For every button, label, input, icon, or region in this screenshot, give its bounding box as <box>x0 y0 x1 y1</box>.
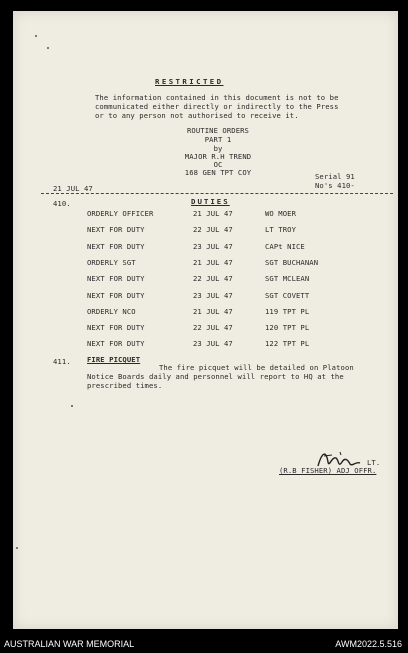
document-date: 21 JUL 47 <box>53 184 93 193</box>
serial-number: Serial 91 <box>315 172 355 181</box>
duty-row-3-duty-cell: NEXT FOR DUTY <box>87 241 145 251</box>
orders-officer: MAJOR R.H TREND <box>184 152 252 161</box>
duty-row-3-date-cell: 23 JUL 47 <box>193 241 233 251</box>
duty-row-8-duty-cell: NEXT FOR DUTY <box>87 323 145 333</box>
duty-row-9-name-cell: 122 TPT PL <box>265 339 310 349</box>
duty-row-9-date-cell: 23 JUL 47 <box>193 339 233 349</box>
duty-row-1-duty-cell: ORDERLY OFFICER <box>87 209 154 218</box>
orders-part: PART 1 <box>204 135 232 144</box>
section-411-title: FIRE PICQUET <box>87 355 141 364</box>
duty-row-6-duty-cell: NEXT FOR DUTY <box>87 290 145 300</box>
duty-row-7-duty-cell: ORDERLY NCO <box>87 306 136 316</box>
duty-row-8-name-cell: 120 TPT PL <box>265 323 310 333</box>
section-411-text-3: prescribed times. <box>87 381 163 390</box>
section-411-number: 411. <box>53 357 71 366</box>
orders-unit: 168 GEN TPT COY <box>184 168 252 177</box>
duty-row-8-date-cell: 22 JUL 47 <box>193 323 233 333</box>
signature-block: (R.B FISHER) ADJ OFFR. <box>279 466 377 475</box>
paper-speck <box>35 35 37 37</box>
duty-row-2-date-cell: 22 JUL 47 <box>193 225 233 235</box>
paper-speck <box>16 547 18 549</box>
duty-row-5-name-cell: SGT MCLEAN <box>265 274 310 284</box>
nos-number: No's 410- <box>315 181 355 190</box>
duty-row-4-duty-cell: ORDERLY SGT <box>87 257 136 267</box>
duty-row-5-date-cell: 22 JUL 47 <box>193 274 233 284</box>
section-411-text-2: Notice Boards daily and personnel will report to HQ at the <box>87 372 344 381</box>
orders-title: ROUTINE ORDERS <box>187 126 249 135</box>
duty-row-4-name-cell: SGT BUCHANAN <box>265 257 319 267</box>
notice-line-1: The information contained in this document is not to be <box>95 93 339 102</box>
duty-row-4-date-cell: 21 JUL 47 <box>193 257 233 267</box>
orders-by: by <box>213 144 223 153</box>
orders-role: OC <box>213 160 223 169</box>
duty-row-3-name-cell: CAPt NICE <box>265 241 305 251</box>
header-rule <box>41 193 393 194</box>
signature-rank: LT. <box>367 458 381 467</box>
duty-row-2-duty-cell: NEXT FOR DUTY <box>87 225 145 235</box>
footer-institution: AUSTRALIAN WAR MEMORIAL <box>4 639 135 649</box>
duty-row-7-date-cell: 21 JUL 47 <box>193 306 233 316</box>
classification-heading: RESTRICTED <box>155 77 224 86</box>
footer-accession-number: AWM2022.5.516 <box>335 639 402 649</box>
duty-row-7-name-cell: 119 TPT PL <box>265 306 310 316</box>
paper-speck <box>47 47 49 49</box>
duty-row-6-name-cell: SGT COVETT <box>265 290 310 300</box>
duty-row-1-name-cell: WO MOER <box>265 209 296 218</box>
document-page <box>13 11 398 629</box>
notice-line-3: or to any person not authorised to receive it. <box>95 111 299 120</box>
duty-row-5-duty-cell: NEXT FOR DUTY <box>87 274 145 284</box>
duty-row-9-duty-cell: NEXT FOR DUTY <box>87 339 145 349</box>
archive-footer <box>0 634 408 653</box>
duty-row-6-date-cell: 23 JUL 47 <box>193 290 233 300</box>
duty-row-2-name-cell: LT TROY <box>265 225 296 235</box>
paper-speck <box>71 405 73 407</box>
section-411-text-1: The fire picquet will be detailed on Platoon <box>159 363 354 372</box>
section-410-title: DUTIES <box>191 197 230 206</box>
notice-line-2: communicated either directly or indirectly to the Press <box>95 102 339 111</box>
duty-row-1-date-cell: 21 JUL 47 <box>193 209 233 218</box>
section-410-number: 410. <box>53 199 71 208</box>
